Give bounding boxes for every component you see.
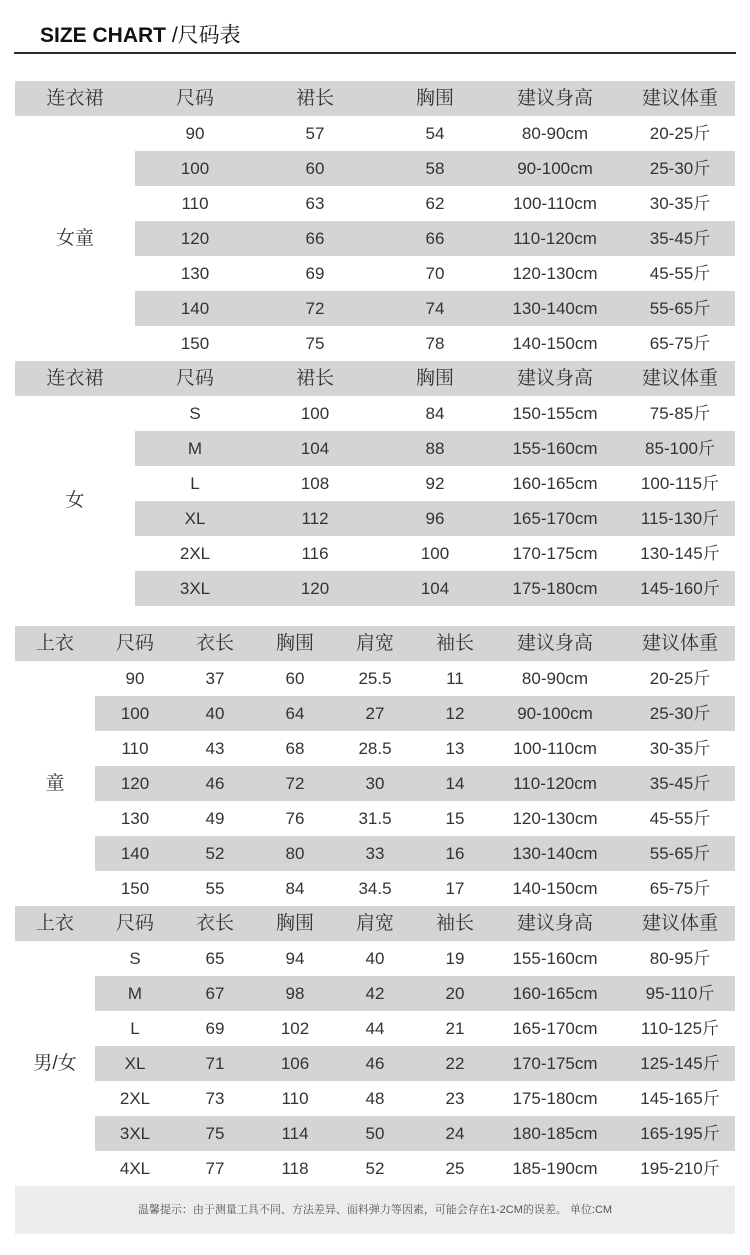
table-cell: 20-25斤: [649, 669, 711, 688]
table-cell: 52: [365, 1159, 385, 1178]
table-cell: 33: [365, 844, 385, 863]
column-header: 胸围: [275, 913, 315, 934]
table-cell: 90: [125, 669, 145, 688]
table-cell: 155-160cm: [512, 949, 598, 968]
table-cell: 55-65斤: [649, 299, 711, 318]
table-cell: 60: [285, 669, 305, 688]
column-header: 衣长: [195, 913, 235, 934]
table-cell: 145-165斤: [640, 1089, 720, 1108]
table-cell: 125-145斤: [640, 1054, 720, 1073]
table-cell: 106: [280, 1054, 310, 1073]
table-cell: 140-150cm: [512, 334, 598, 353]
column-header: 尺码: [115, 633, 155, 654]
table-cell: L: [190, 474, 200, 493]
table-cell: 175-180cm: [512, 579, 598, 598]
table-cell: 22: [445, 1054, 465, 1073]
table-cell: 45-55斤: [649, 809, 711, 828]
column-header: 建议身高: [516, 368, 594, 389]
table-cell: 58: [425, 159, 445, 178]
table-cell: L: [130, 1019, 140, 1038]
table-cell: 54: [425, 124, 445, 143]
table-cell: 150: [120, 879, 150, 898]
table-cell: 43: [205, 739, 225, 758]
table-cell: 66: [425, 229, 445, 248]
column-header: 建议身高: [516, 88, 594, 109]
table-row: [15, 1151, 735, 1186]
table-cell: 20: [445, 984, 465, 1003]
table-cell: 2XL: [179, 544, 211, 563]
column-header: 裙长: [295, 368, 335, 389]
row-stripe: [95, 976, 735, 1011]
table-row: [15, 431, 735, 466]
table-cell: 100: [300, 404, 330, 423]
table-cell: 71: [205, 1054, 225, 1073]
table-cell: 11: [446, 669, 464, 688]
table-cell: 175-180cm: [512, 1089, 598, 1108]
table-cell: M: [127, 984, 143, 1003]
table-cell: 60: [305, 159, 325, 178]
table-cell: 114: [281, 1124, 309, 1143]
table-row: [15, 501, 735, 536]
table-cell: 100-110cm: [513, 194, 597, 213]
table-cell: 165-170cm: [512, 509, 598, 528]
table-row: [15, 151, 735, 186]
table-cell: 185-190cm: [512, 1159, 598, 1178]
category-label: 女童: [55, 227, 95, 249]
table-cell: 34.5: [358, 879, 392, 898]
table-row: [15, 186, 735, 221]
table-cell: 2XL: [119, 1089, 151, 1108]
table-cell: 30-35斤: [649, 194, 711, 213]
table-cell: 120: [180, 229, 210, 248]
table-row: [15, 466, 735, 501]
table-cell: 68: [285, 739, 305, 758]
table-cell: 140-150cm: [512, 879, 598, 898]
table-cell: 72: [305, 299, 325, 318]
column-header: 肩宽: [355, 633, 395, 654]
table-cell: 13: [445, 739, 465, 758]
column-header: 建议身高: [516, 633, 594, 654]
title-english: SIZE CHART: [40, 24, 166, 47]
table-cell: 66: [305, 229, 325, 248]
table-cell: XL: [124, 1054, 146, 1073]
table-cell: 25.5: [358, 669, 392, 688]
table-header-row: [15, 626, 735, 661]
table-cell: 130: [180, 264, 210, 283]
table-cell: 170-175cm: [512, 544, 598, 563]
column-header: 肩宽: [355, 913, 395, 934]
row-stripe: [95, 766, 735, 801]
table-row: [15, 766, 735, 801]
size-table-4: [15, 906, 735, 1186]
table-header-row: [15, 361, 735, 396]
table-cell: 94: [285, 949, 305, 968]
table-cell: 63: [305, 194, 325, 213]
table-cell: 65: [205, 949, 225, 968]
column-header: 胸围: [415, 368, 455, 389]
table-cell: 130: [120, 809, 150, 828]
table-cell: 118: [281, 1159, 309, 1178]
table-cell: 27: [365, 704, 385, 723]
table-cell: 72: [285, 774, 305, 793]
column-header: 建议体重: [641, 88, 719, 109]
table-row: [15, 696, 735, 731]
table-cell: 69: [205, 1019, 225, 1038]
column-header: 建议体重: [641, 368, 719, 389]
table-cell: 69: [305, 264, 325, 283]
table-cell: 130-140cm: [512, 299, 598, 318]
table-cell: 46: [365, 1054, 385, 1073]
table-cell: 24: [445, 1124, 465, 1143]
table-row: [15, 116, 735, 151]
column-header: 袖长: [435, 633, 475, 654]
table-cell: 120: [300, 579, 330, 598]
table-cell: 67: [205, 984, 225, 1003]
table-cell: 90-100cm: [517, 159, 593, 178]
table-cell: 75-85斤: [649, 404, 711, 423]
table-row: [15, 661, 735, 696]
table-cell: 95-110斤: [645, 984, 715, 1003]
table-cell: 55-65斤: [649, 844, 711, 863]
table-cell: 19: [445, 949, 465, 968]
table-cell: 20-25斤: [649, 124, 711, 143]
table-cell: 48: [365, 1089, 385, 1108]
table-cell: 75: [305, 334, 325, 353]
column-header: 尺码: [175, 368, 215, 389]
column-header: 上衣: [35, 633, 75, 654]
table-cell: 110-120cm: [513, 229, 597, 248]
table-cell: 195-210斤: [640, 1159, 720, 1178]
table-cell: 112: [301, 509, 329, 528]
table-row: [15, 801, 735, 836]
table-row: [15, 221, 735, 256]
table-row: [15, 1116, 735, 1151]
table-row: [15, 941, 735, 976]
table-cell: 92: [425, 474, 445, 493]
column-header: 连衣裙: [46, 88, 104, 109]
column-header: 袖长: [435, 913, 475, 934]
table-cell: 76: [285, 809, 305, 828]
table-cell: 16: [445, 844, 465, 863]
table-cell: 80: [285, 844, 305, 863]
table-cell: 25-30斤: [649, 159, 711, 178]
category-label: 童: [45, 772, 65, 794]
column-header: 建议身高: [516, 913, 594, 934]
table-cell: 40: [365, 949, 385, 968]
table-header-row: [15, 81, 735, 116]
page-title: [40, 21, 241, 51]
table-cell: 160-165cm: [512, 984, 598, 1003]
column-header: 上衣: [35, 913, 75, 934]
table-cell: 100-110cm: [513, 739, 597, 758]
table-cell: 120-130cm: [512, 264, 598, 283]
table-cell: S: [129, 949, 141, 968]
table-cell: 3XL: [179, 579, 211, 598]
table-cell: 180-185cm: [512, 1124, 598, 1143]
column-header: 衣长: [195, 633, 235, 654]
table-cell: 75: [205, 1124, 225, 1143]
row-stripe: [95, 696, 735, 731]
table-cell: 110: [281, 1089, 309, 1108]
table-cell: 80-90cm: [521, 669, 589, 688]
table-cell: 100: [420, 544, 450, 563]
table-cell: 64: [285, 704, 305, 723]
table-cell: 150: [180, 334, 210, 353]
table-cell: 104: [420, 579, 450, 598]
table-cell: 78: [425, 334, 445, 353]
table-cell: 140: [180, 299, 210, 318]
table-cell: 40: [205, 704, 225, 723]
table-cell: 116: [301, 544, 329, 563]
table-cell: 15: [445, 809, 465, 828]
column-header: 尺码: [175, 88, 215, 109]
table-cell: 50: [365, 1124, 385, 1143]
table-cell: 73: [205, 1089, 225, 1108]
table-cell: 140: [120, 844, 150, 863]
table-cell: 35-45斤: [649, 774, 711, 793]
table-cell: 84: [425, 404, 445, 423]
table-cell: 110: [181, 194, 209, 213]
table-cell: S: [189, 404, 201, 423]
table-cell: 31.5: [358, 809, 392, 828]
table-cell: 57: [305, 124, 325, 143]
table-row: [15, 871, 735, 906]
category-label: 女: [65, 490, 85, 511]
column-header: 连衣裙: [46, 368, 104, 389]
table-row: [15, 1046, 735, 1081]
title-chinese: /尺码表: [166, 24, 241, 47]
table-cell: 108: [300, 474, 330, 493]
table-cell: 42: [365, 984, 385, 1003]
table-cell: 52: [205, 844, 225, 863]
table-cell: 65-75斤: [649, 334, 711, 353]
table-cell: 37: [205, 669, 225, 688]
table-cell: 100-115斤: [640, 474, 720, 493]
table-cell: 84: [285, 879, 305, 898]
table-cell: 30: [365, 774, 385, 793]
table-cell: 115-130斤: [640, 509, 720, 528]
table-cell: 88: [425, 439, 445, 458]
table-cell: 14: [445, 774, 465, 793]
size-table-2: [15, 361, 735, 606]
table-cell: 110-125斤: [640, 1019, 720, 1038]
table-cell: 21: [445, 1019, 465, 1038]
table-row: [15, 536, 735, 571]
column-header: 裙长: [295, 88, 335, 109]
column-header: 建议体重: [641, 913, 719, 934]
table-cell: 12: [445, 704, 465, 723]
table-cell: XL: [184, 509, 206, 528]
table-row: [15, 291, 735, 326]
category-label: 男/女: [33, 1052, 77, 1074]
table-cell: 155-160cm: [512, 439, 598, 458]
column-header: 建议体重: [641, 633, 719, 654]
page-header: [0, 0, 750, 56]
table-cell: 45-55斤: [649, 264, 711, 283]
table-cell: 49: [205, 809, 225, 828]
table-cell: 80-95斤: [649, 949, 711, 968]
table-cell: 165-170cm: [512, 1019, 598, 1038]
table-cell: 120-130cm: [512, 809, 598, 828]
column-header: 尺码: [115, 913, 155, 934]
table-row: [15, 571, 735, 606]
table-cell: 96: [425, 509, 445, 528]
size-table-3: [15, 626, 735, 906]
table-cell: 30-35斤: [649, 739, 711, 758]
table-cell: 100: [120, 704, 150, 723]
table-cell: 77: [205, 1159, 225, 1178]
table-row: [15, 1081, 735, 1116]
table-cell: 44: [365, 1019, 385, 1038]
table-cell: 120: [120, 774, 150, 793]
size-table-1: [15, 81, 735, 361]
table-cell: 23: [445, 1089, 465, 1108]
table-cell: 170-175cm: [512, 1054, 598, 1073]
table-cell: 25: [445, 1159, 465, 1178]
table-cell: 25-30斤: [649, 704, 711, 723]
table-cell: 55: [205, 879, 225, 898]
row-stripe: [95, 1046, 735, 1081]
table-cell: 150-155cm: [512, 404, 598, 423]
table-cell: 100: [180, 159, 210, 178]
table-row: [15, 326, 735, 361]
row-stripe: [95, 836, 735, 871]
table-cell: 130-140cm: [512, 844, 598, 863]
table-cell: 35-45斤: [649, 229, 711, 248]
table-cell: 104: [300, 439, 330, 458]
table-cell: 110-120cm: [513, 774, 597, 793]
column-header: 胸围: [275, 633, 315, 654]
table-row: [15, 731, 735, 766]
table-cell: 80-90cm: [521, 124, 589, 143]
title-divider: [14, 52, 736, 54]
table-cell: 62: [425, 194, 445, 213]
table-cell: 90: [185, 124, 205, 143]
measurement-note: 温馨提示：由于测量工具不同、方法差异、面料弹力等因素，可能会存在1-2CM的误差。 单位:CM: [15, 1186, 735, 1234]
table-cell: 165-195斤: [640, 1124, 720, 1143]
table-cell: 102: [280, 1019, 310, 1038]
column-header: 胸围: [415, 88, 455, 109]
table-cell: 145-160斤: [640, 579, 720, 598]
table-cell: 110: [121, 739, 149, 758]
table-cell: 160-165cm: [512, 474, 598, 493]
table-cell: 85-100斤: [645, 439, 715, 458]
table-row: [15, 256, 735, 291]
table-row: [15, 976, 735, 1011]
table-cell: 74: [425, 299, 445, 318]
table-header-row: [15, 906, 735, 941]
table-cell: 70: [425, 264, 445, 283]
table-cell: 3XL: [119, 1124, 151, 1143]
table-row: [15, 1011, 735, 1046]
table-cell: 130-145斤: [640, 544, 720, 563]
table-cell: 98: [285, 984, 305, 1003]
table-cell: 65-75斤: [649, 879, 711, 898]
table-row: [15, 836, 735, 871]
table-cell: M: [187, 439, 203, 458]
table-cell: 28.5: [358, 739, 392, 758]
row-stripe: [95, 1116, 735, 1151]
table-cell: 17: [445, 879, 465, 898]
table-cell: 46: [205, 774, 225, 793]
table-cell: 4XL: [119, 1159, 151, 1178]
table-row: [15, 396, 735, 431]
table-cell: 90-100cm: [517, 704, 593, 723]
